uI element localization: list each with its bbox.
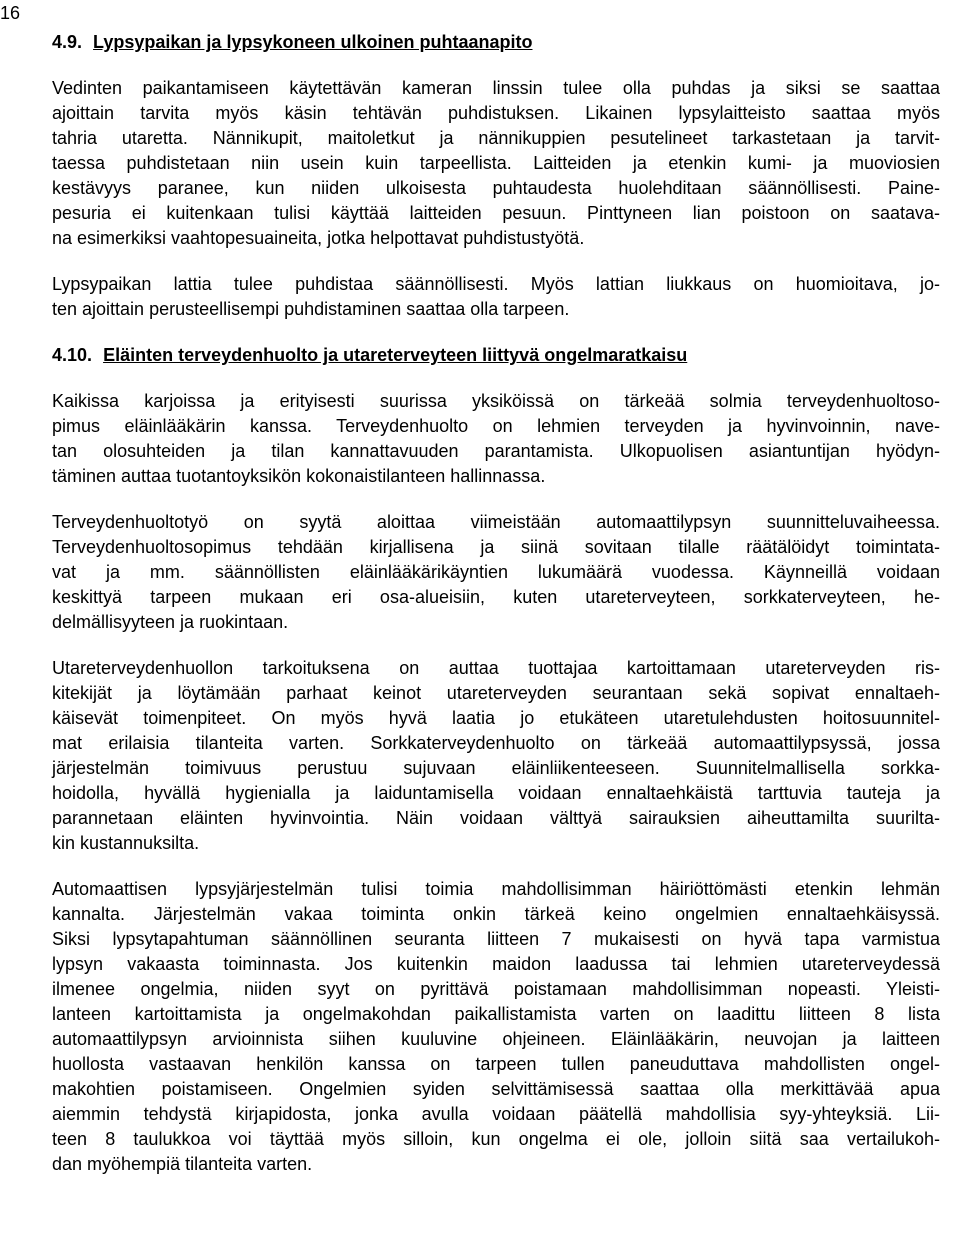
text-line: lypsyn vakaasta toiminnasta. Jos kuitenkin maidon laadussa tai lehmien utareterveydessä [52, 954, 940, 974]
text-line: lanteen kartoittamista ja ongelmakohdan paikallistamista varten on laadittu liitteen 8 lista [52, 1004, 940, 1024]
document-body [52, 30, 940, 1198]
text-line: parannetaan eläinten hyvinvointia. Näin voidaan välttyä sairauksien aiheuttamilta suurilta- [52, 808, 940, 828]
text-line: makohtien poistamiseen. Ongelmien syiden selvittämisessä saattaa olla merkittävää apua [52, 1079, 940, 1099]
text-line: ten ajoittain perusteellisempi puhdistaminen saattaa olla tarpeen. [52, 299, 570, 319]
text-line: keskittyä tarpeen mukaan eri osa-alueisiin, kuten utareterveyteen, sorkkaterveyteen, he- [52, 587, 940, 607]
paragraph [52, 272, 940, 322]
text-line: tan olosuhteiden ja tilan kannattavuuden parantamista. Ulkopuolisen asiantuntijan hyödyn- [52, 441, 940, 461]
text-line: Terveydenhuoltosopimus tehdään kirjallisena ja siinä sovitaan tilalle räätälöidyt toimintata- [52, 537, 940, 557]
text-line: automaattilypsyn arvioinnista siihen kuuluvine ohjeineen. Eläinlääkärin, neuvojan ja laitteen [52, 1029, 940, 1049]
section-heading-4-10 [52, 343, 940, 368]
text-line: na esimerkiksi vaahtopesuaineita, jotka helpottavat puhdistustyötä. [52, 228, 585, 248]
text-line: taessa puhdistetaan niin usein kuin tarpeellista. Laitteiden ja etenkin kumi- ja muoviosien [52, 153, 940, 173]
text-line: ajoittain tarvita myös käsin tehtävän puhdistuksen. Likainen lypsylaitteisto saattaa myös [52, 103, 940, 123]
paragraph [52, 656, 940, 856]
text-line: täminen auttaa tuotantoyksikön kokonaistilanteen hallinnassa. [52, 466, 546, 486]
section-number: 4.10. [52, 345, 93, 365]
text-line: Siksi lypsytapahtuman säännöllinen seuranta liitteen 7 mukaisesti on hyvä tapa varmistua [52, 929, 940, 949]
text-line: kestävyys paranee, kun niiden ulkoisesta puhtaudesta huolehditaan säännöllisesti. Paine- [52, 178, 940, 198]
text-line: pesuria ei kuitenkaan tulisi käyttää laitteiden pesuun. Pinttyneen lian poistoon on saatava- [52, 203, 940, 223]
text-line: järjestelmän toimivuus perustuu sujuvaan eläinliikenteeseen. Suunnitelmallisella sorkka- [52, 758, 940, 778]
section-title: Lypsypaikan ja lypsykoneen ulkoinen puhtaanapito [93, 32, 533, 52]
section-heading-4-9 [52, 30, 940, 55]
text-line: vat ja mm. säännöllisten eläinlääkärikäyntien lukumäärä vuodessa. Käynneillä voidaan [52, 562, 940, 582]
section-title: Eläinten terveydenhuolto ja utareterveyteen liittyvä ongelmaratkaisu [103, 345, 688, 365]
text-line: Lypsypaikan lattia tulee puhdistaa säännöllisesti. Myös lattian liukkaus on huomioitava, jo- [52, 274, 940, 294]
text-line: delmällisyyteen ja ruokintaan. [52, 612, 289, 632]
text-line: käisevät toimenpiteet. On myös hyvä laatia jo etukäteen utaretulehdusten hoitosuunnitel- [52, 708, 940, 728]
paragraph [52, 76, 940, 251]
text-line: Utareterveydenhuollon tarkoituksena on auttaa tuottajaa kartoittamaan utareterveyden ris- [52, 658, 940, 678]
paragraph [52, 510, 940, 635]
text-line: Vedinten paikantamiseen käytettävän kameran linssin tulee olla puhdas ja siksi se saattaa [52, 78, 940, 98]
text-line: aiemmin tehdystä kirjapidosta, jonka avulla voidaan päätellä mahdollisia syy-yhteyksiä. Lii- [52, 1104, 940, 1124]
paragraph [52, 877, 940, 1177]
text-line: dan myöhempiä tilanteita varten. [52, 1154, 313, 1174]
text-line: Automaattisen lypsyjärjestelmän tulisi toimia mahdollisimman häiriöttömästi etenkin lehmän [52, 879, 940, 899]
paragraph [52, 389, 940, 489]
text-line: teen 8 taulukkoa voi täyttää myös silloin, kun ongelma ei ole, jolloin siitä saa vertailukoh- [52, 1129, 940, 1149]
text-line: Kaikissa karjoissa ja erityisesti suurissa yksiköissä on tärkeää solmia terveydenhuoltoso- [52, 391, 940, 411]
section-number: 4.9. [52, 32, 83, 52]
text-line: mat erilaisia tilanteita varten. Sorkkaterveydenhuolto on tärkeää automaattilypsyssä, jossa [52, 733, 940, 753]
text-line: kitekijät ja löytämään parhaat keinot utareterveyden seurantaan sekä sopivat ennaltaeh- [52, 683, 940, 703]
text-line: ilmenee ongelmia, niiden syyt on pyrittävä poistamaan mahdollisimman nopeasti. Yleisti- [52, 979, 940, 999]
page-number: 16 [0, 3, 21, 23]
text-line: pimus eläinlääkärin kanssa. Terveydenhuolto on lehmien terveyden ja hyvinvoinnin, nave- [52, 416, 940, 436]
text-line: Terveydenhuoltotyö on syytä aloittaa viimeistään automaattilypsyn suunnitteluvaiheessa. [52, 512, 940, 532]
text-line: hoidolla, hyvällä hygienialla ja laiduntamisella voidaan ennaltaehkäistä tarttuvia tauteja ja [52, 783, 940, 803]
text-line: huollosta vastaavan henkilön kanssa on tarpeen tullen paneuduttava mahdollisten ongel- [52, 1054, 940, 1074]
text-line: tahria utaretta. Nännikupit, maitoletkut ja nännikuppien pesutelineet tarkastetaan ja tarvit- [52, 128, 940, 148]
text-line: kannalta. Järjestelmän vakaa toiminta onkin tärkeä keino ongelmien ennaltaehkäisyssä. [52, 904, 940, 924]
text-line: kin kustannuksilta. [52, 833, 200, 853]
